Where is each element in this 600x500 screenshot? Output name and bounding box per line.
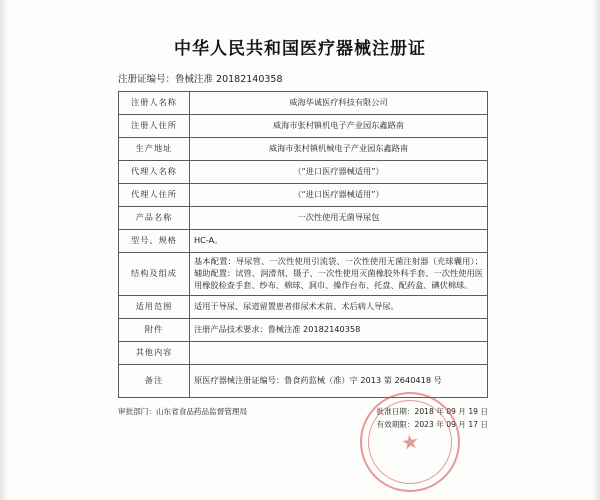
row-value: （“进口医疗器械适用”） bbox=[190, 161, 488, 184]
row-label: 生产地址 bbox=[119, 138, 190, 161]
table-row bbox=[119, 230, 488, 253]
registration-number: 注册证编号：鲁械注准 20182140358 bbox=[118, 74, 283, 85]
table-row bbox=[119, 295, 488, 318]
row-value: 威海华诚医疗科技有限公司 bbox=[190, 92, 488, 115]
row-value: 适用于导尿、尿道留置患者排尿术术前、术后病人导尿。 bbox=[190, 295, 488, 318]
row-label: 代理人住所 bbox=[119, 184, 190, 207]
row-label: 注册人名称 bbox=[119, 92, 190, 115]
row-label: 结构及组成 bbox=[119, 253, 190, 296]
row-label: 型号、规格 bbox=[119, 230, 190, 253]
table-row-remark bbox=[119, 364, 488, 397]
row-value: 注册产品技术要求：鲁械注准 20182140358 bbox=[190, 318, 488, 341]
row-value: 威海市张村镇机电子产业园东鑫路南 bbox=[190, 115, 488, 138]
row-label: 产品名称 bbox=[119, 207, 190, 230]
row-value: 威海市张村镇机械电子产业园东鑫路南 bbox=[190, 138, 488, 161]
table-row-structure bbox=[119, 253, 488, 296]
row-label: 代理人名称 bbox=[119, 161, 190, 184]
table-row bbox=[119, 115, 488, 138]
valid-until-date: 有效期限：2023 年 09 月 17 日 bbox=[376, 419, 488, 429]
page-edge-shadow-left bbox=[0, 0, 8, 500]
table-row bbox=[119, 207, 488, 230]
table-row bbox=[119, 161, 488, 184]
row-value bbox=[190, 341, 488, 364]
issue-date: 批准日期：2018 年 09 月 19 日 bbox=[376, 406, 488, 416]
row-label: 附件 bbox=[119, 318, 190, 341]
table-row bbox=[119, 341, 488, 364]
seal-star-icon: ★ bbox=[399, 428, 421, 456]
row-value: 基本配置：导尿管、一次性使用引流袋、一次性使用无菌注射器（充球囊用）；辅助配置：试管、润滑剂、镊子、一次性使用灭菌橡胶外科手套、一次性使用医用橡胶检查手套、纱布、棉球、洞巾、操作台布、托盘、配药盒、碘伏棉球。 bbox=[190, 253, 488, 296]
table-row bbox=[119, 92, 488, 115]
page-title: 中华人民共和国医疗器械注册证 bbox=[174, 39, 426, 59]
row-value: 原医疗器械注册证编号：鲁食药监械（准）字 2013 第 2640418 号 bbox=[190, 364, 488, 397]
row-label: 适用范围 bbox=[119, 295, 190, 318]
certificate-table bbox=[118, 91, 488, 398]
row-value: HC-A。 bbox=[190, 230, 488, 253]
table-row bbox=[119, 318, 488, 341]
table-row bbox=[119, 184, 488, 207]
row-value: 一次性使用无菌导尿包 bbox=[190, 207, 488, 230]
page-edge-shadow-right bbox=[592, 0, 600, 500]
official-seal-icon bbox=[354, 386, 467, 499]
row-label: 备注 bbox=[119, 364, 190, 397]
approver-text: 审批部门：山东省食品药品监督管理局 bbox=[118, 406, 248, 416]
row-value: （“进口医疗器械适用”） bbox=[190, 184, 488, 207]
row-label: 其他内容 bbox=[119, 341, 190, 364]
table-row bbox=[119, 138, 488, 161]
row-label: 注册人住所 bbox=[119, 115, 190, 138]
